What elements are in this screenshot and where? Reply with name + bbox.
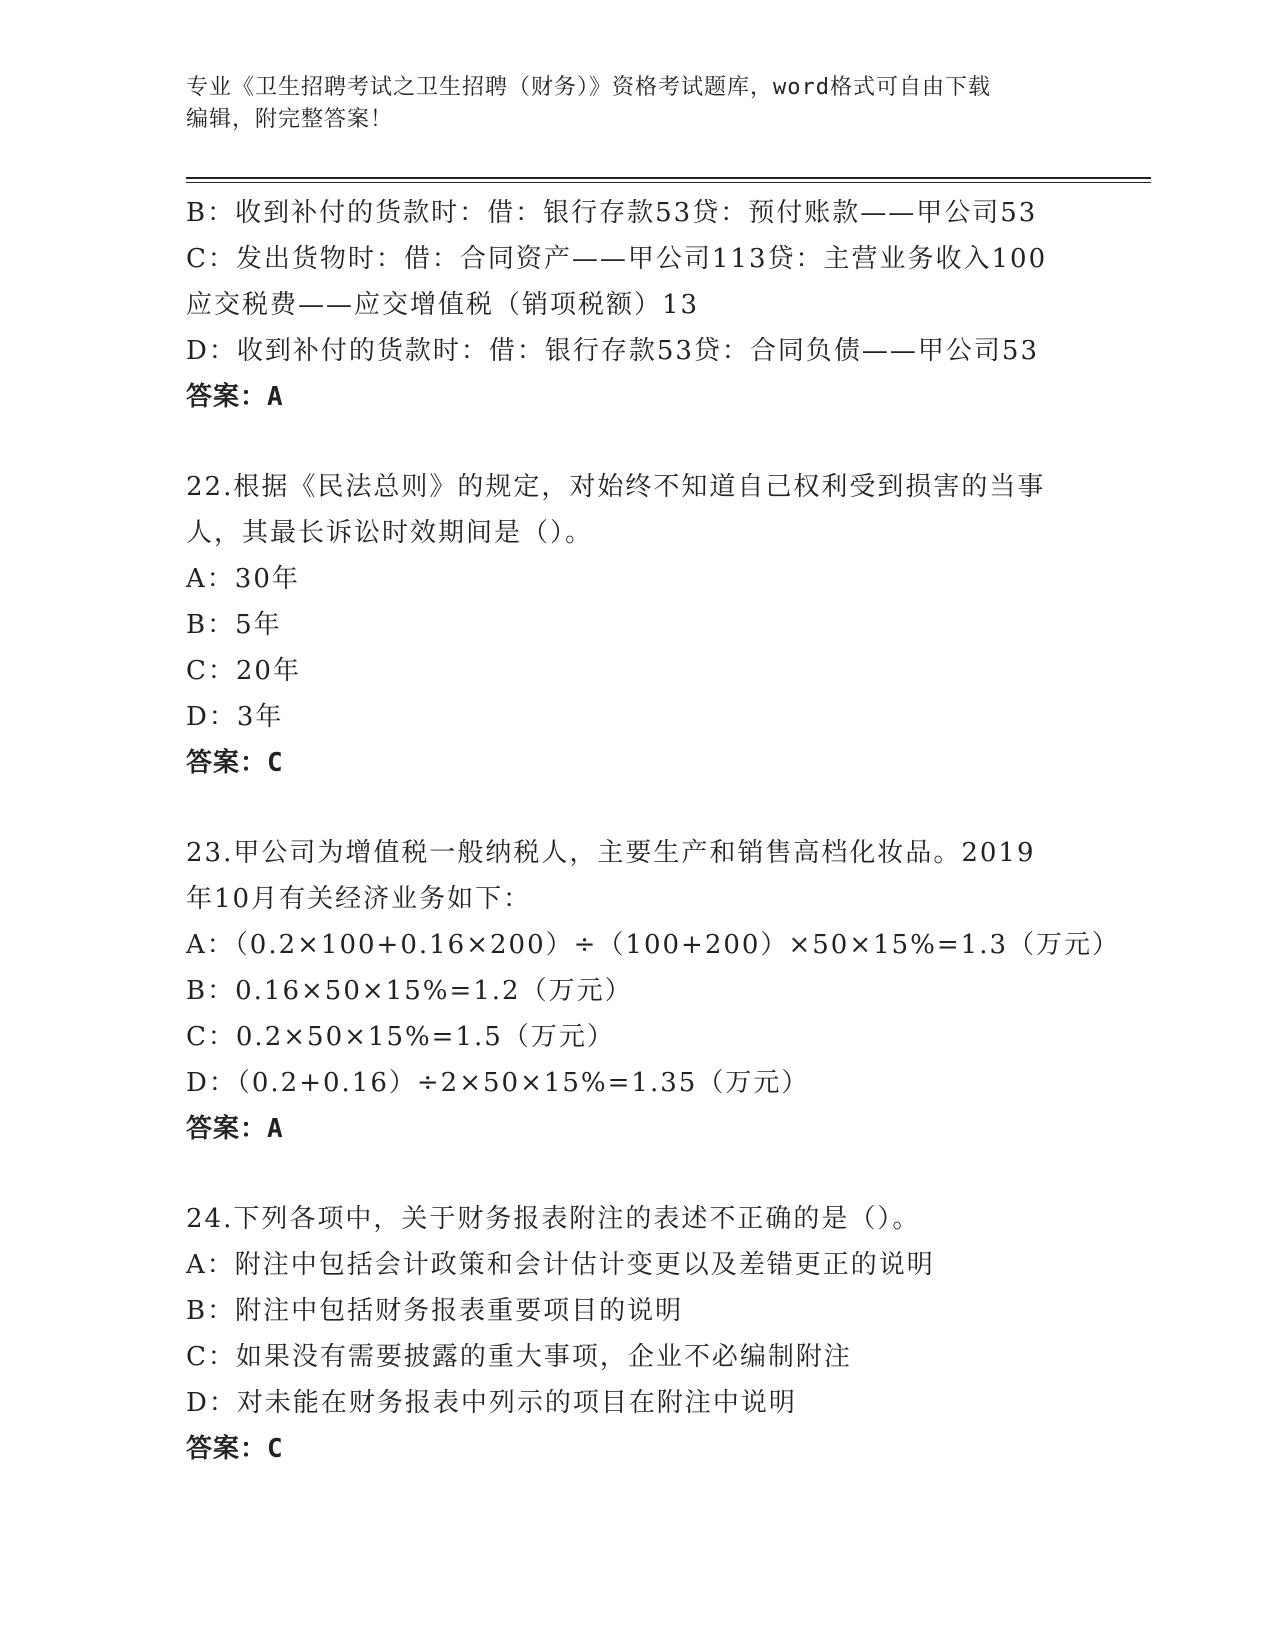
q24-answer: 答案：C: [186, 1434, 284, 1464]
q24-option-c: C：如果没有需要披露的重大事项，企业不必编制附注: [186, 1342, 852, 1372]
q24-stem: 24.下列各项中，关于财务报表附注的表述不正确的是（）。: [186, 1204, 921, 1234]
spacer: [186, 420, 1146, 464]
question-22: [186, 464, 1146, 786]
q22-stem-line-1: 22.根据《民法总则》的规定，对始终不知道自己权利受到损害的当事: [186, 472, 1046, 502]
q23-option-a: A：（0.2×100+0.16×200）÷（100+200）×50×15%=1.3（万元）: [186, 930, 1121, 960]
question-21: [186, 190, 1146, 420]
q24-option-a: A：附注中包括会计政策和会计估计变更以及差错更正的说明: [186, 1250, 935, 1280]
q21-option-d: D：收到补付的货款时：借：银行存款53贷：合同负债——甲公司53: [186, 336, 1040, 366]
q23-stem-line-1: 23.甲公司为增值税一般纳税人，主要生产和销售高档化妆品。2019: [186, 838, 1036, 868]
q22-stem-line-2: 人，其最长诉讼时效期间是（）。: [186, 518, 594, 548]
question-24: [186, 1196, 1146, 1472]
q21-option-b: B：收到补付的货款时：借：银行存款53贷：预付账款——甲公司53: [186, 198, 1038, 228]
q22-option-b: B：5年: [186, 610, 282, 640]
q23-option-d: D：（0.2+0.16）÷2×50×15%=1.35（万元）: [186, 1068, 810, 1098]
spacer: [186, 786, 1146, 830]
q24-option-b: B：附注中包括财务报表重要项目的说明: [186, 1296, 684, 1326]
spacer: [186, 1152, 1146, 1196]
header-divider-thin: [186, 182, 1151, 183]
q24-option-d: D：对未能在财务报表中列示的项目在附注中说明: [186, 1388, 797, 1418]
q22-option-c: C：20年: [186, 656, 301, 686]
q21-option-c-line-1: C：发出货物时：借：合同资产——甲公司113贷：主营业务收入100: [186, 244, 1048, 274]
q23-stem-line-2: 年10月有关经济业务如下：: [186, 884, 532, 914]
q22-option-a: A：30年: [186, 564, 300, 594]
q23-answer: 答案：A: [186, 1114, 284, 1144]
page-header: [186, 72, 1066, 136]
question-content: [186, 190, 1146, 1472]
header-divider-thick: [186, 177, 1151, 179]
header-line-1: 专业《卫生招聘考试之卫生招聘（财务）》资格考试题库，word格式可自由下载: [186, 75, 991, 100]
q22-option-d: D：3年: [186, 702, 284, 732]
q21-option-c-line-2: 应交税费——应交增值税（销项税额）13: [186, 290, 700, 320]
header-line-2: 编辑，附完整答案！: [186, 107, 394, 132]
q22-answer: 答案：C: [186, 748, 284, 778]
q23-option-c: C：0.2×50×15%=1.5（万元）: [186, 1022, 615, 1052]
q23-option-b: B：0.16×50×15%=1.2（万元）: [186, 976, 633, 1006]
question-23: [186, 830, 1146, 1152]
q21-answer: 答案：A: [186, 382, 284, 412]
